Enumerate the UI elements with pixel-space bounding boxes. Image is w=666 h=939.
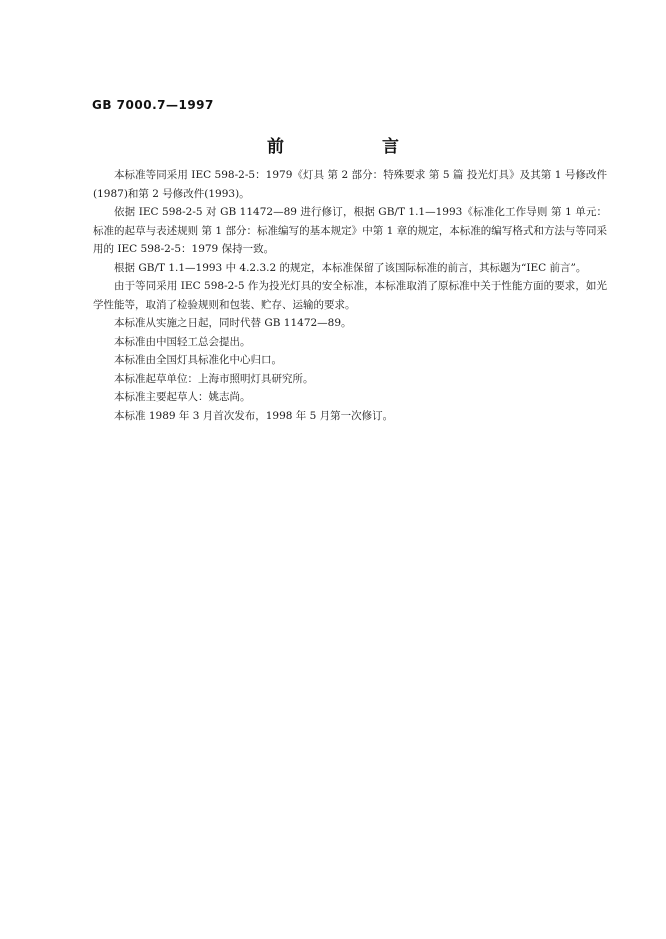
- paragraph: 由于等同采用 IEC 598-2-5 作为投光灯具的安全标准，本标准取消了原标准中关于性能方面的要求，如光学性能等，取消了检验规则和包装、贮存、运输的要求。: [93, 280, 607, 311]
- paragraph: 本标准等同采用 IEC 598-2-5：1979《灯具 第 2 部分：特殊要求 第 5 篇 投光灯具》及其第 1 号修改件(1987)和第 2 号修改件(1993)。: [93, 169, 607, 200]
- paragraph: 本标准 1989 年 3 月首次发布，1998 年 5 月第一次修订。: [114, 409, 394, 422]
- paragraph: 本标准由中国轻工总会提出。: [114, 335, 251, 348]
- standard-code: GB 7000.7—1997: [92, 98, 214, 112]
- paragraph: 本标准从实施之日起，同时代替 GB 11472—89。: [114, 317, 352, 329]
- paragraph: 依据 IEC 598-2-5 对 GB 11472—89 进行修订，根据 GB/T 1.1—1993《标准化工作导则 第 1 单元：标准的起草与表述规则 第 1 部分：标准编写的基本规定》中第 1 章的规定，本标准的编写格式和方法与等同采用的 IEC 598-2-5：1979 保持一致。: [93, 206, 607, 255]
- paragraph: 本标准主要起草人：姚志尚。: [114, 391, 251, 403]
- section-title: 前 言: [267, 137, 445, 157]
- paragraph: 本标准起草单位：上海市照明灯具研究所。: [114, 372, 314, 385]
- preface-body: [93, 166, 607, 425]
- paragraph: 本标准由全国灯具标准化中心归口。: [114, 354, 282, 366]
- paragraph: 根据 GB/T 1.1—1993 中 4.2.3.2 的规定，本标准保留了该国际标准的前言，其标题为“IEC 前言”。: [114, 261, 587, 274]
